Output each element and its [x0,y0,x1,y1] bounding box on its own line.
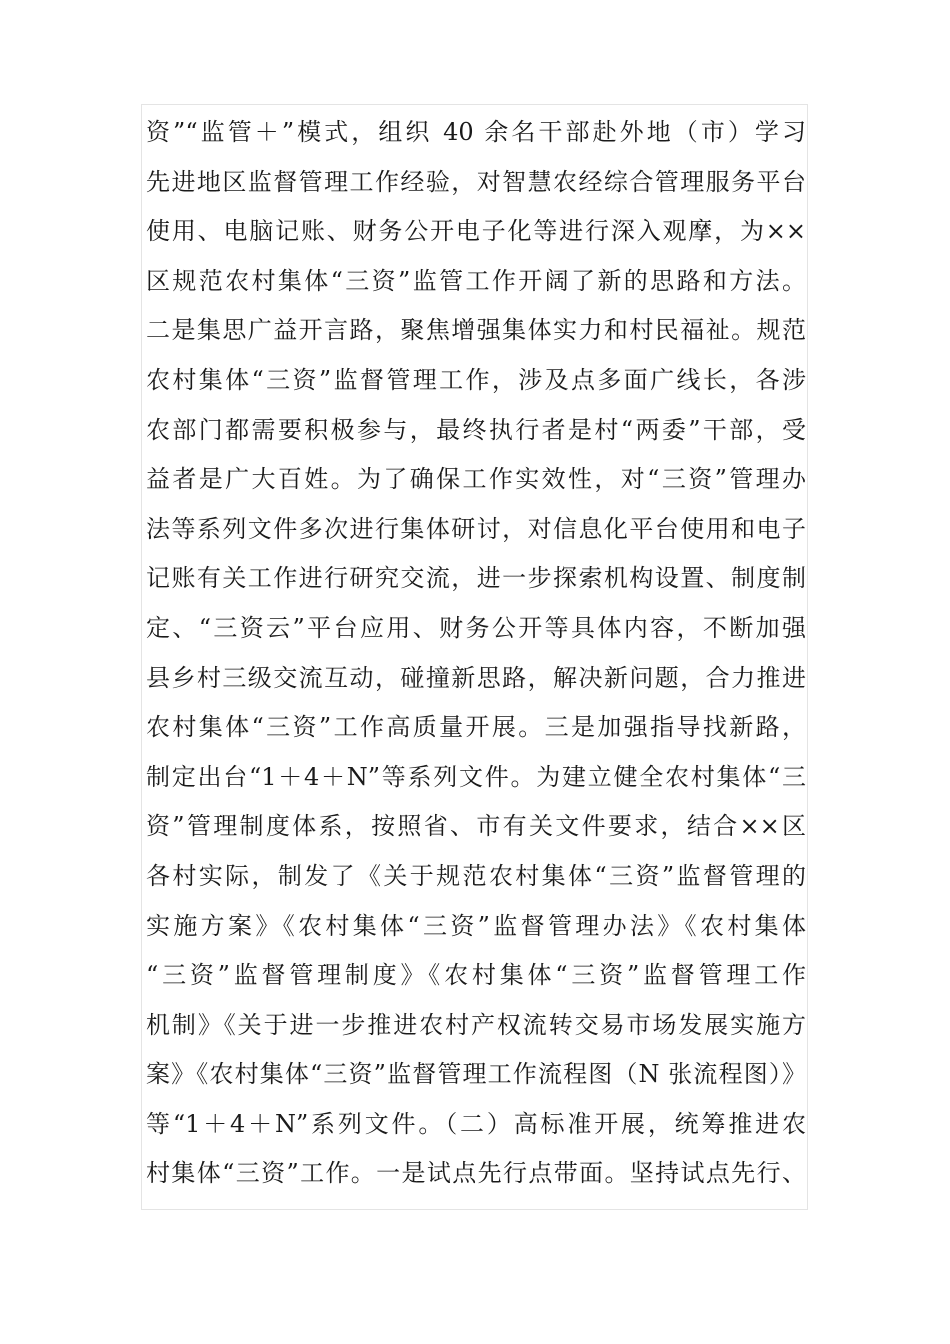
text-line: “三资”监督管理制度》《农村集体“三资”监督管理工作 [146,961,806,990]
text-line: 法等系列文件多次进行集体研讨，对信息化平台使用和电子 [146,514,806,543]
text-line: 农部门都需要积极参与，最终执行者是村“两委”干部，受 [146,415,806,444]
text-line: 使用、电脑记账、财务公开电子化等进行深入观摩，为×× [146,217,806,246]
text-line: 县乡村三级交流互动，碰撞新思路，解决新问题，合力推进 [146,663,806,692]
text-line: 农村集体“三资”监督管理工作，涉及点多面广线长，各涉 [146,365,806,394]
text-line: 实施方案》《农村集体“三资”监督管理办法》《农村集体 [146,911,806,940]
text-line: 案》《农村集体“三资”监督管理工作流程图（N 张流程图）》 [146,1060,806,1089]
text-line: 先进地区监督管理工作经验，对智慧农经综合管理服务平台 [146,167,806,196]
text-line: 制定出台“1＋4＋N”等系列文件。为建立健全农村集体“三 [146,762,806,791]
text-line: 资”“监管＋”模式，组织 40 余名干部赴外地（市）学习 [146,118,806,146]
text-line: 记账有关工作进行研究交流，进一步探索机构设置、制度制 [146,564,806,593]
document-body [146,108,806,1199]
text-line: 农村集体“三资”工作高质量开展。三是加强指导找新路， [146,713,806,742]
text-line: 二是集思广益开言路，聚焦增强集体实力和村民福祉。规范 [146,316,806,345]
text-line: 定、“三资云”平台应用、财务公开等具体内容，不断加强 [146,613,806,642]
text-line: 村集体“三资”工作。一是试点先行点带面。坚持试点先行、 [146,1159,806,1188]
text-line: 区规范农村集体“三资”监管工作开阔了新的思路和方法。 [146,266,806,295]
text-line: 各村实际，制发了《关于规范农村集体“三资”监督管理的 [146,861,806,890]
text-line: 资”管理制度体系，按照省、市有关文件要求，结合××区 [146,812,806,841]
text-line: 机制》《关于进一步推进农村产权流转交易市场发展实施方 [146,1010,806,1039]
text-line: 益者是广大百姓。为了确保工作实效性，对“三资”管理办 [146,465,806,494]
text-line: 等“1＋4＋N”系列文件。（二）高标准开展，统筹推进农 [146,1109,806,1138]
